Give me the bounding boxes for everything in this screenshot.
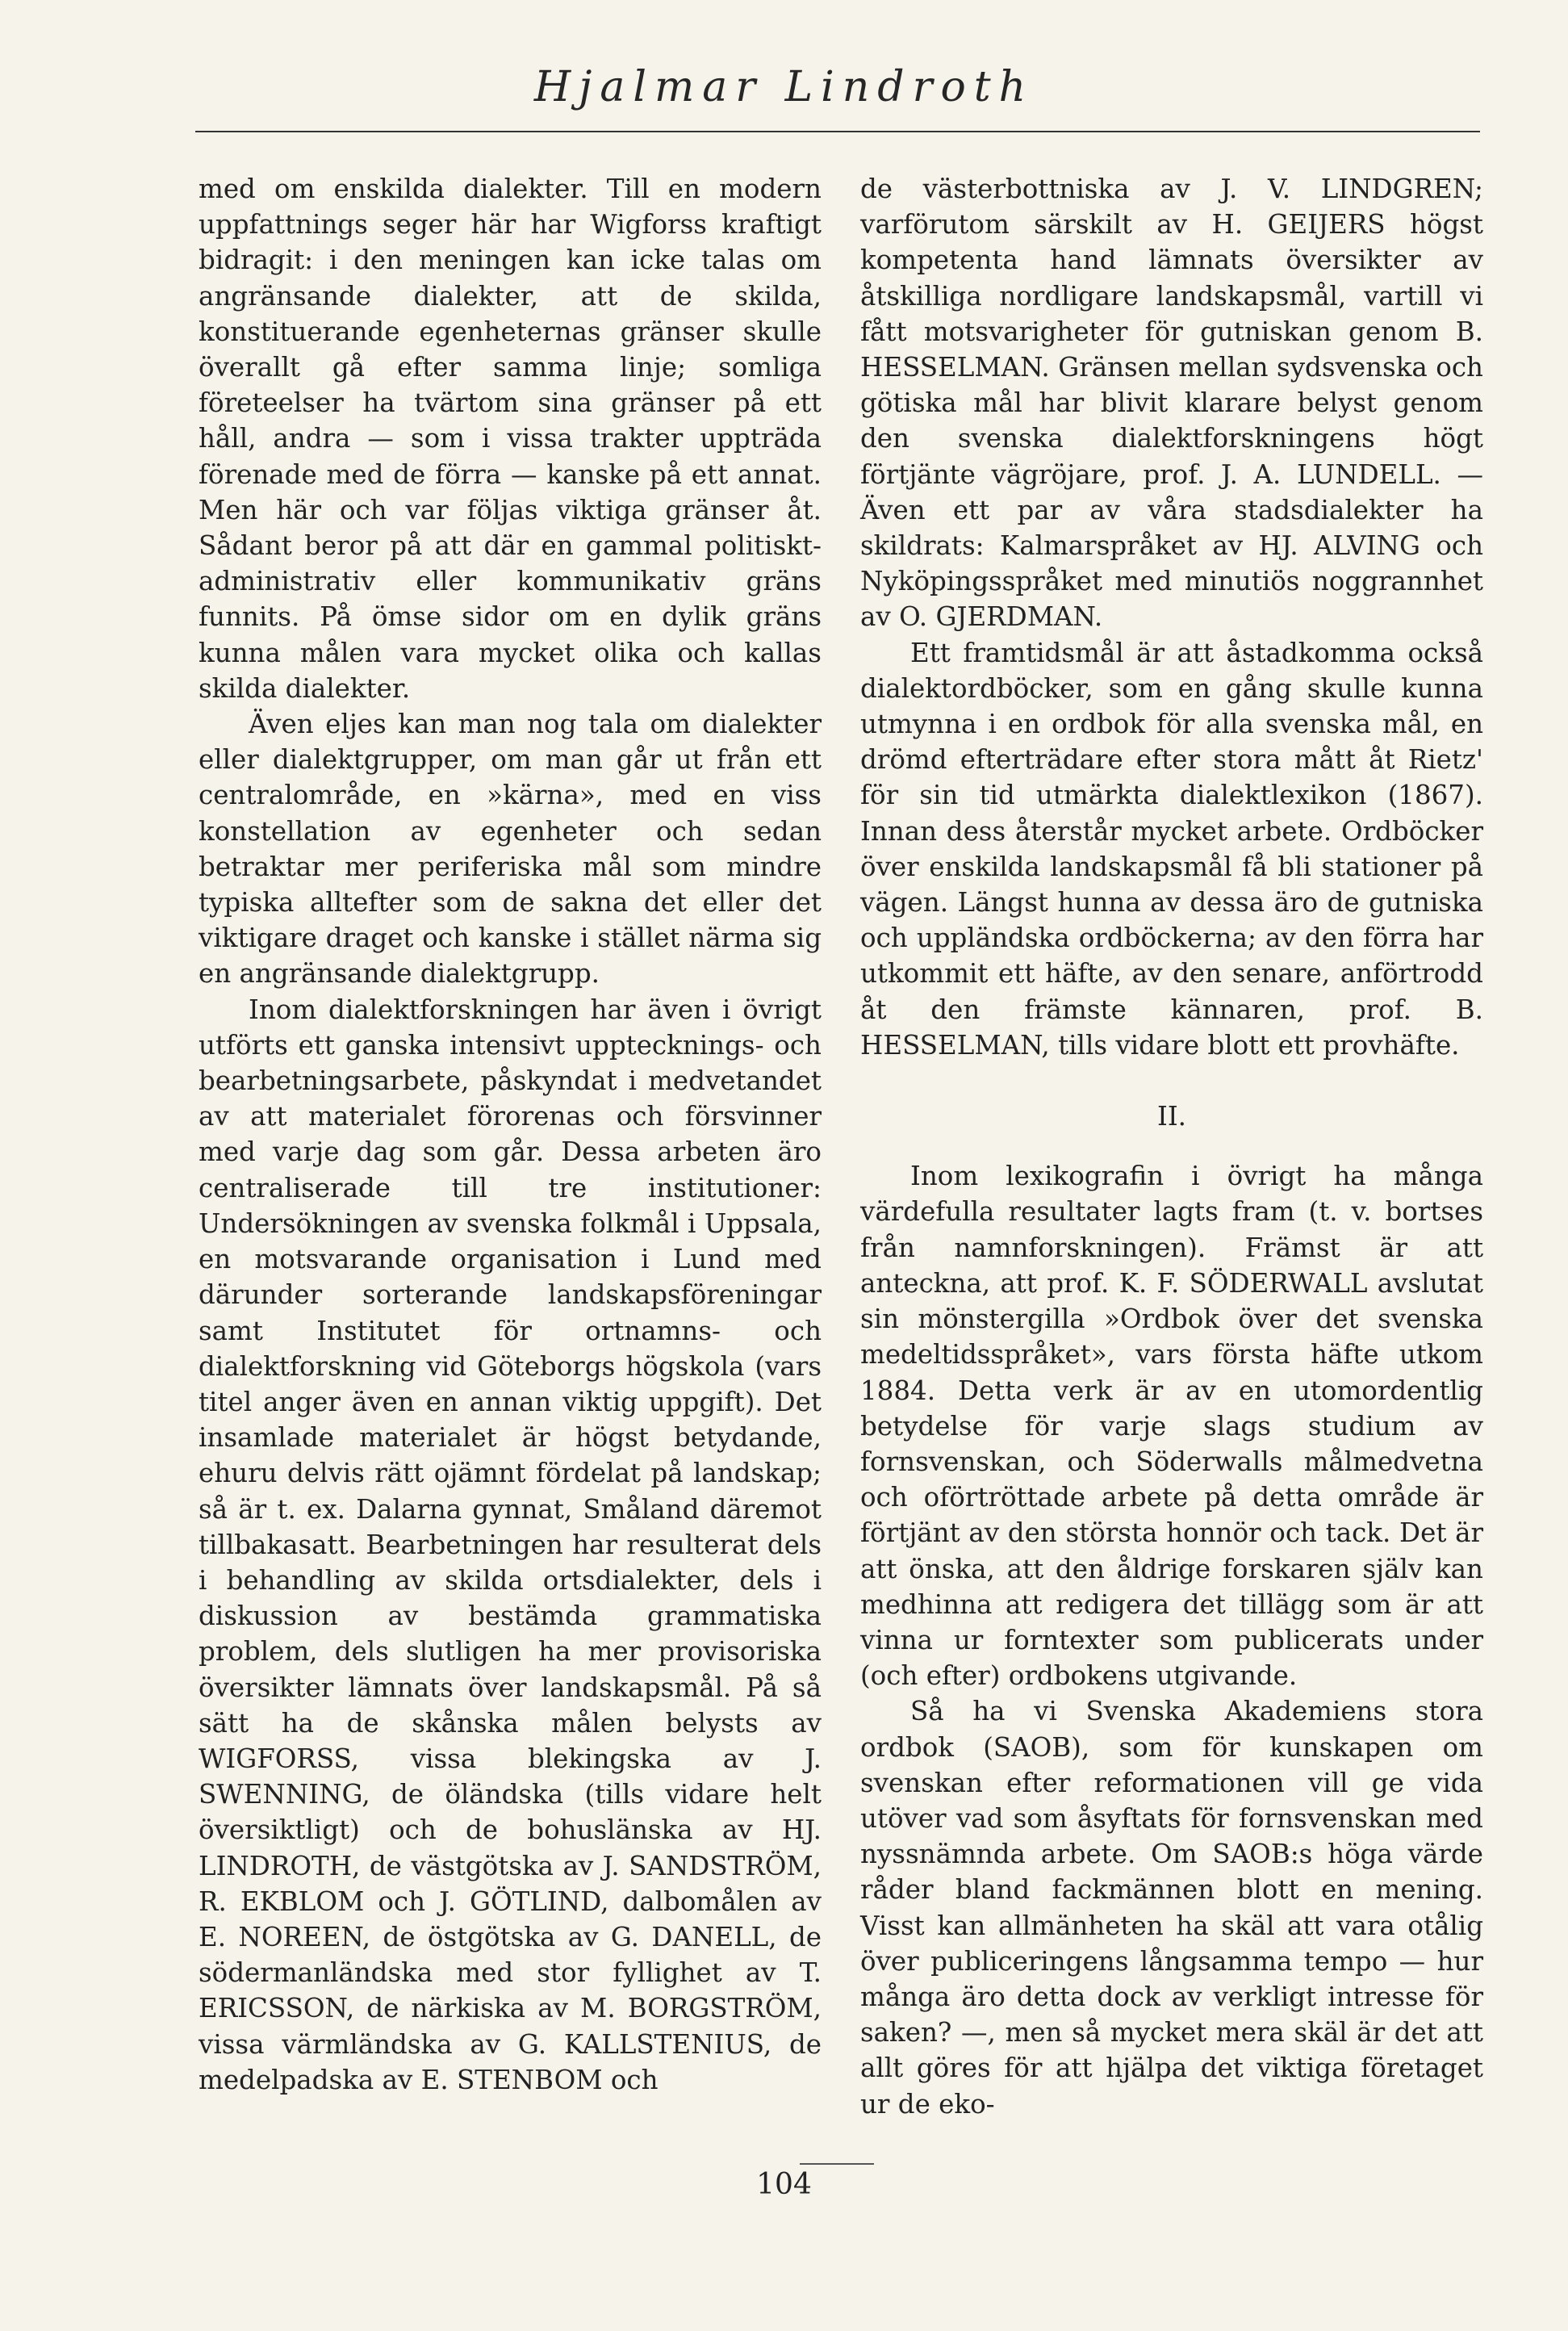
header-rule — [195, 131, 1480, 132]
paragraph: Ett framtidsmål är att åstadkomma också dialektordböcker, som en gång skulle kunna utmynna i en ordbok för alla svenska mål, en drömd efterträdare efter stora mått åt Rietz' för sin tid utmärkta dialektlexikon (1867). Innan dess återstår mycket arbete. Ordböcker över enskilda landskapsmål få bli stationer på vägen. Längst hunna av dessa äro de gutniska och uppländska ordböckerna; av den förra har utkommit ett häfte, av den senare, anförtrodd åt den främste kännaren, prof. B. HESSELMAN, tills vidare blott ett provhäfte. — [860, 637, 1483, 1061]
page-number: 104 — [756, 2168, 812, 2201]
paragraph: Så ha vi Svenska Akademiens stora ordbok (SAOB), som för kunskapen om svenskan efter reformationen vill ge vida utöver vad som åsyftats för fornsvenskan med nyssnämnda arbete. Om SAOB:s höga värde råder bland fackmännen blott en mening. Visst kan allmänheten ha skäl att vara otålig över publiceringens långsamma tempo — hur många äro detta dock av verkligt intresse för saken? —, men så mycket mera skäl är det att allt göres för att hjälpa det viktiga företaget ur de eko- — [860, 1696, 1483, 2120]
right-column — [860, 171, 1483, 2122]
page-number-rule — [800, 2163, 874, 2165]
paragraph: Även eljes kan man nog tala om dialekter eller dialektgrupper, om man går ut från ett centralområde, en »kärna», med en viss konstellation av egenheter och sedan betraktar mer periferiska mål som mindre typiska alltefter som de sakna det eller det viktigare draget och kanske i stället närma sig en angränsande dialektgrupp. — [199, 709, 822, 990]
left-column — [199, 171, 822, 2098]
paragraph: Inom lexikografin i övrigt ha många värdefulla resultater lagts fram (t. v. bortses från namnforskningen). Främst är att anteckna, att prof. K. F. SÖDERWALL avslutat sin mönstergilla »Ordbok över det svenska medeltidsspråket», vars första häfte utkom 1884. Detta verk är av en utomordentlig betydelse för varje slags studium av fornsvenskan, och Söderwalls målmedvetna och oförtröttade arbete på detta område är förtjänt av den största honnör och tack. Det är att önska, att den åldrige forskaren själv kan medhinna att redigera det tillägg som är att vinna ur forntexter som publicerats under (och efter) ordbokens utgivande. — [860, 1161, 1483, 1692]
section-number: II. — [1156, 1101, 1186, 1132]
paragraph: Inom dialektforskningen har även i övrigt utförts ett ganska intensivt upptecknings- och bearbetningsarbete, påskyndat i medvetandet av att materialet förorenas och försvinner med varje dag som går. Dessa arbeten äro centraliserade till tre institutioner: Undersökningen av svenska folkmål i Uppsala, en motsvarande organisation i Lund med därunder sorterande landskapsföreningar samt Institutet för ortnamns- och dialektforskning vid Göteborgs högskola (vars titel anger även en annan viktig uppgift). Det insamlade materialet är högst betydande, ehuru delvis rätt ojämnt fördelat på landskap; så är t. ex. Dalarna gynnat, Småland däremot tillbakasatt. Bearbetningen har resulterat dels i behandling av skilda ortsdialekter, dels i diskussion av bestämda grammatiska problem, dels slutligen ha mer provisoriska översikter lämnats över landskapsmål. På så sätt ha de skånska målen belysts av WIGFORSS, vissa blekingska av J. SWENNING, de öländska (tills vidare helt översiktligt) och de bohuslänska av HJ. LINDROTH, de västgötska av J. SANDSTRÖM, R. EKBLOM och J. GÖTLIND, dalbomålen av E. NOREEN, de östgötska av G. DANELL, de södermanländska med stor fyllighet av T. ERICSSON, de närkiska av M. BORGSTRÖM, vissa värmländska av G. KALLSTENIUS, de medelpadska av E. STENBOM och — [199, 994, 822, 2095]
running-head-title: Hjalmar Lindroth — [533, 63, 1035, 111]
paragraph: de västerbottniska av J. V. LINDGREN; varförutom särskilt av H. GEIJERS högst kompetenta hand lämnats översikter av åtskilliga nordligare landskapsmål, vartill vi fått motsvarigheter för gutniskan genom B. HESSELMAN. Gränsen mellan sydsvenska och götiska mål har blivit klarare belyst genom den svenska dialektforskningens högt förtjänte vägröjare, prof. J. A. LUNDELL. — Även ett par av våra stadsdialekter ha skildrats: Kalmarspråket av HJ. ALVING och Nyköpingsspråket med minutiös noggrannhet av O. GJERDMAN. — [860, 174, 1483, 633]
paragraph: med om enskilda dialekter. Till en modern uppfattnings seger här har Wigforss kraftigt bidragit: i den meningen kan icke talas om angränsande dialekter, att de skilda, konstituerande egenheternas gränser skulle överallt gå efter samma linje; somliga företeelser ha tvärtom sina gränser på ett håll, andra — som i vissa trakter uppträda förenade med de förra — kanske på ett annat. Men här och var följas viktiga gränser åt. Sådant beror på att där en gammal politiskt-administrativ eller kommunikativ gräns funnits. På ömse sidor om en dylik gräns kunna målen vara mycket olika och kallas skilda dialekter. — [199, 174, 822, 704]
